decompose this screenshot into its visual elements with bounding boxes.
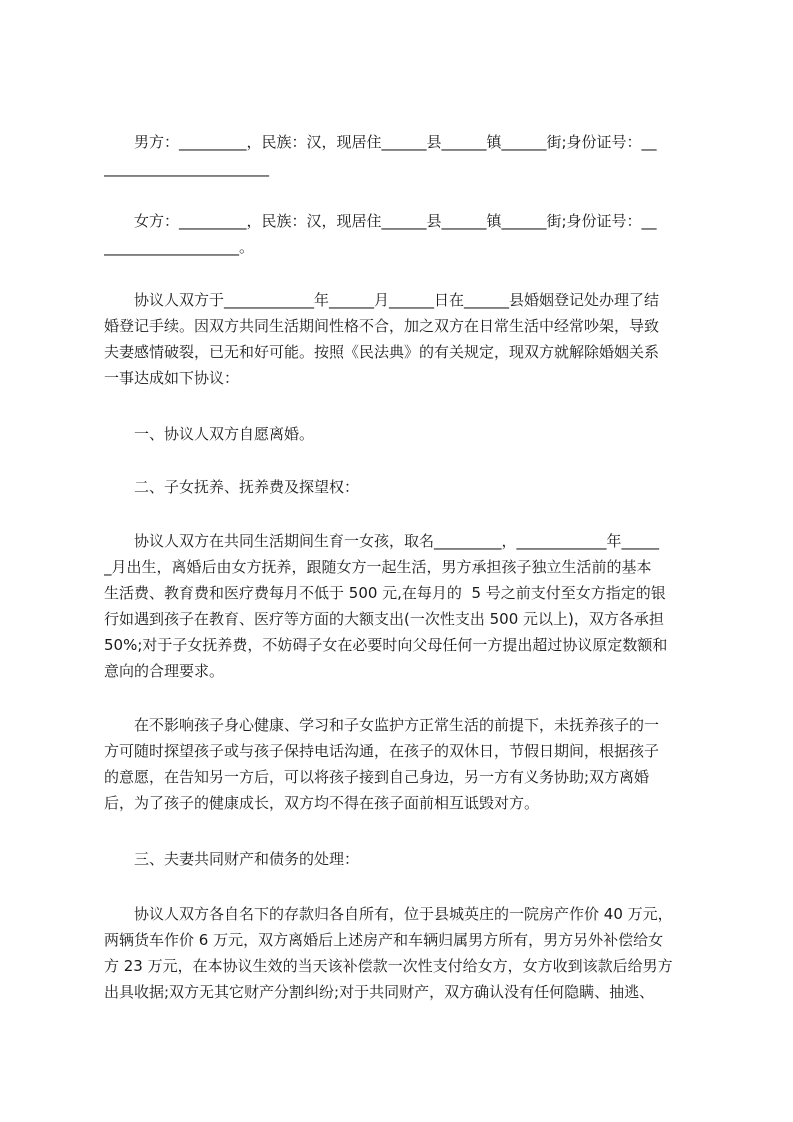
property-line-3: 方 23 万元，在本协议生效的当天该补偿款一次性支付给女方，女方收到该款后给男方 <box>104 957 673 975</box>
marriage-registration-line-3: 夫妻感情破裂，已无和好可能。按照《民法典》的有关规定，现双方就解除婚姻关系 <box>104 343 660 361</box>
clause-1-heading: 一、协议人双方自愿离婚。 <box>104 425 315 443</box>
husband-id-blank-line: ______________________ <box>104 159 269 177</box>
property-line-1: 协议人双方各自名下的存款归各自所有，位于县城英庄的一院房产作价 40 万元， <box>104 905 673 923</box>
husband-info-line: 男方：_________，民族：汉，现居住______县______镇______街;身份证号：__ <box>104 133 657 151</box>
marriage-registration-line-2: 婚登记手续。因双方共同生活期间性格不合，加之双方在日常生活中经常吵架，导致 <box>104 317 660 335</box>
child-support-line-2: _月出生，离婚后由女方抚养，跟随女方一起生活，男方承担孩子独立生活前的基本 <box>104 558 652 576</box>
marriage-registration-line-4: 一事达成如下协议： <box>104 369 240 387</box>
visitation-line-1: 在不影响孩子身心健康、学习和子女监护方正常生活的前提下，未抚养孩子的一 <box>104 716 660 734</box>
property-line-2: 两辆货车作价 6 万元，双方离婚后上述房产和车辆归属男方所有，男方另外补偿给女 <box>104 931 664 949</box>
wife-id-blank-line: __________________。 <box>104 238 255 256</box>
visitation-line-3: 的意愿，在告知另一方后，可以将孩子接到自己身边，另一方有义务协助;双方离婚 <box>104 768 650 786</box>
child-support-line-5: 50%;对于子女抚养费，不妨碍子女在必要时向父母任何一方提出超过协议原定数额和 <box>104 636 668 654</box>
clause-3-heading: 三、夫妻共同财产和债务的处理： <box>104 850 360 868</box>
property-line-4: 出具收据;双方无其它财产分割纠纷;对于共同财产，双方确认没有任何隐瞒、抽逃、 <box>104 983 655 1001</box>
child-support-line-3: 生活费、教育费和医疗费每月不低于 500 元,在每月的 5 号之前支付至女方指定的银 <box>104 584 666 602</box>
marriage-registration-line-1: 协议人双方于____________年______月______日在______县婚姻登记处办理了结 <box>104 291 660 309</box>
child-support-line-4: 行如遇到孩子在教育、医疗等方面的大额支出(一次性支出 500 元以上)，双方各承担 <box>104 610 664 628</box>
wife-info-line: 女方：_________，民族：汉，现居住______县______镇______街;身份证号：__ <box>104 212 657 230</box>
visitation-line-2: 方可随时探望孩子或与孩子保持电话沟通，在孩子的双休日，节假日期间，根据孩子 <box>104 742 660 760</box>
visitation-line-4: 后，为了孩子的健康成长，双方均不得在孩子面前相互诋毁对方。 <box>104 794 540 812</box>
child-support-line-1: 协议人双方在共同生活期间生育一女孩，取名_________，____________年_____ <box>104 532 660 550</box>
child-support-line-6: 意向的合理要求。 <box>104 662 225 680</box>
clause-2-heading: 二、子女抚养、抚养费及探望权： <box>104 478 360 496</box>
